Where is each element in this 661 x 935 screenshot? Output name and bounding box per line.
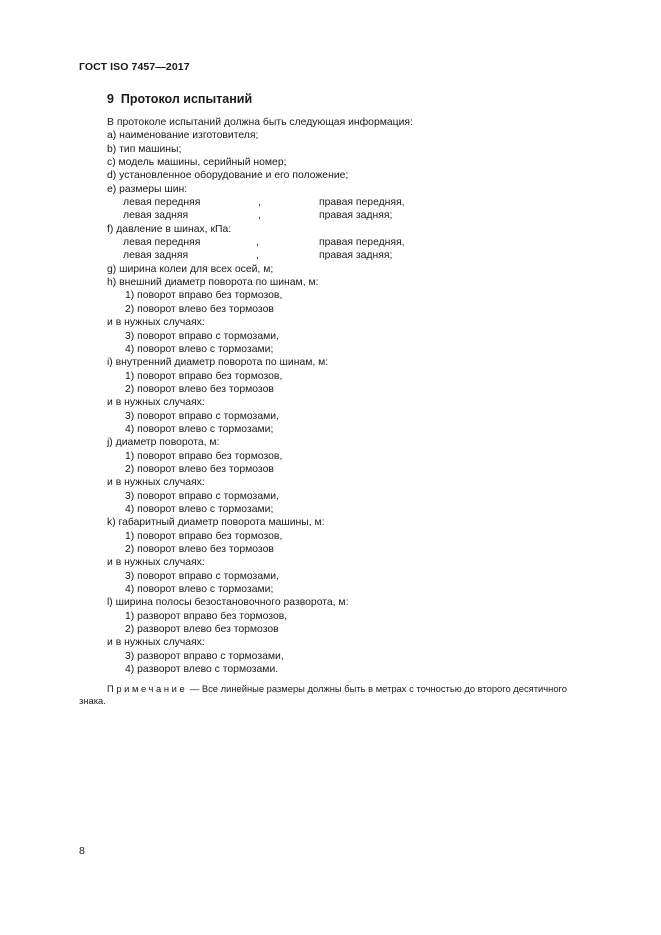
- subitem-3: 3) поворот вправо с тормозами,: [125, 330, 279, 342]
- tire-rear-left: левая задняя: [123, 250, 189, 262]
- tire-size-row-front: [107, 196, 617, 209]
- subitem-4: 4) разворот влево с тормозами.: [125, 664, 279, 676]
- tire-front-right: правая передняя,: [319, 197, 405, 209]
- when-needed: и в нужных случаях:: [107, 557, 205, 569]
- section-title-text: Протокол испытаний: [120, 92, 253, 106]
- subitem-3: 3) поворот вправо с тормозами,: [125, 490, 279, 502]
- tire-rear-right: правая задняя;: [319, 250, 393, 262]
- subitem-3: 3) поворот вправо с тормозами,: [125, 570, 279, 582]
- item-l: l) ширина полосы безостановочного разворота, м:: [107, 597, 349, 609]
- item-k: k) габаритный диаметр поворота машины, м:: [107, 517, 325, 529]
- item-g: g) ширина колеи для всех осей, м;: [107, 263, 274, 275]
- note: [107, 683, 617, 696]
- note-continuation: знака.: [79, 695, 106, 706]
- tire-front-right: правая передняя,: [319, 237, 405, 249]
- subitem-2: 2) поворот влево без тормозов: [125, 383, 274, 395]
- document-header: ГОСТ ISO 7457—2017: [79, 61, 190, 73]
- section-number: 9: [107, 92, 114, 106]
- subitem-2: 2) поворот влево без тормозов: [125, 463, 274, 475]
- section-body: [107, 116, 617, 676]
- note-label: Примечание: [107, 683, 188, 694]
- item-c: с) модель машины, серийный номер;: [107, 157, 287, 169]
- item-h: h) внешний диаметр поворота по шинам, м:: [107, 277, 319, 289]
- subitem-1: 1) поворот вправо без тормозов,: [125, 530, 283, 542]
- subitem-3: 3) поворот вправо с тормозами,: [125, 410, 279, 422]
- item-b: b) тип машины;: [107, 143, 182, 155]
- subitem-1: 1) поворот вправо без тормозов,: [125, 450, 283, 462]
- note-text: — Все линейные размеры должны быть в метрах с точностью до второго десятичного: [187, 683, 567, 694]
- tire-comma: ,: [256, 237, 259, 249]
- tire-comma: ,: [256, 250, 259, 262]
- when-needed: и в нужных случаях:: [107, 397, 205, 409]
- item-f: f) давление в шинах, кПа:: [107, 223, 232, 235]
- subitem-3: 3) разворот вправо с тормозами,: [125, 650, 284, 662]
- subitem-2: 2) поворот влево без тормозов: [125, 303, 274, 315]
- tire-size-row-rear: [107, 209, 617, 222]
- tire-pressure-row-rear: [107, 249, 617, 262]
- subitem-4: 4) поворот влево с тормозами;: [125, 343, 274, 355]
- subitem-2: 2) поворот влево без тормозов: [125, 544, 274, 555]
- subitem-1: 1) поворот вправо без тормозов,: [125, 370, 283, 382]
- when-needed: и в нужных случаях:: [107, 477, 205, 489]
- tire-front-left: левая передняя: [123, 197, 201, 209]
- subitem-4: 4) поворот влево с тормозами;: [125, 584, 274, 596]
- section-title: [107, 92, 252, 106]
- subitem-1: 1) разворот вправо без тормозов,: [125, 610, 288, 622]
- item-i: i) внутренний диаметр поворота по шинам, м:: [107, 357, 329, 369]
- subitem-1: 1) поворот вправо без тормозов,: [125, 290, 283, 302]
- tire-comma: ,: [258, 210, 261, 222]
- subitem-4: 4) поворот влево с тормозами;: [125, 503, 274, 515]
- tire-comma: ,: [258, 197, 261, 209]
- subitem-4: 4) поворот влево с тормозами;: [125, 423, 274, 435]
- tire-rear-right: правая задняя;: [319, 210, 393, 222]
- intro-text: В протоколе испытаний должна быть следующая информация:: [107, 117, 413, 128]
- item-j: j) диаметр поворота, м:: [107, 437, 220, 449]
- item-e: е) размеры шин:: [107, 183, 188, 195]
- page-number: 8: [79, 845, 85, 857]
- subitem-2: 2) разворот влево без тормозов: [125, 624, 279, 636]
- tire-pressure-row-front: [107, 236, 617, 249]
- when-needed: и в нужных случаях:: [107, 317, 205, 329]
- tire-front-left: левая передняя: [123, 237, 201, 249]
- item-a: а) наименование изготовителя;: [107, 130, 259, 142]
- when-needed: и в нужных случаях:: [107, 637, 205, 649]
- tire-rear-left: левая задняя: [123, 210, 189, 222]
- item-d: d) установленное оборудование и его положение;: [107, 170, 349, 182]
